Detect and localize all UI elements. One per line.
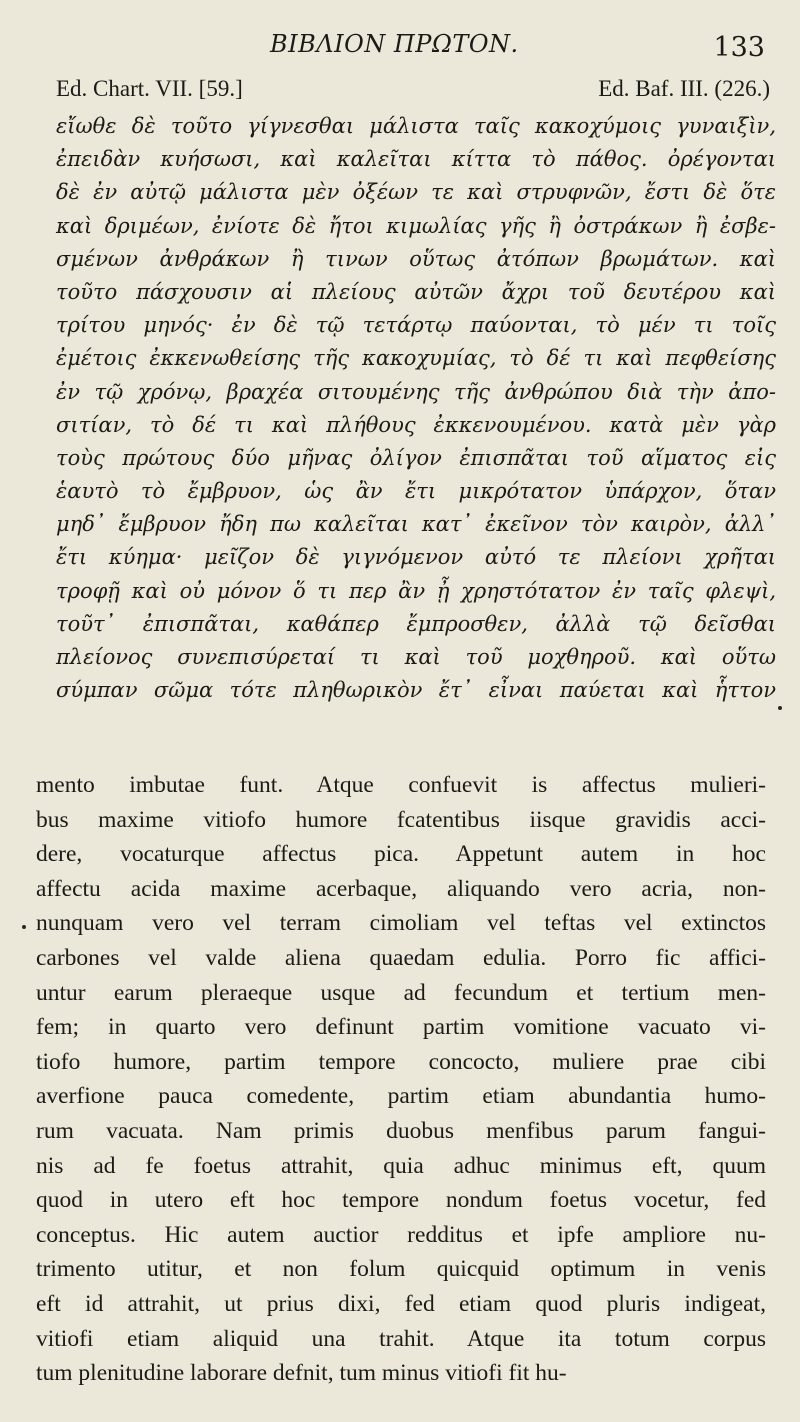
latin-line: quod in utero eft hoc tempore nondum foetus vocetur, fed	[36, 1187, 766, 1214]
greek-text-block	[56, 110, 776, 707]
latin-line: bus maxime vitiofo humore fcatentibus iisque gravidis acci-	[36, 806, 766, 833]
greek-line: τοῦτο πάσχουσιν αἱ πλείους αὐτῶν ἄχρι τοῦ δευτέρου καὶ	[56, 279, 776, 304]
greek-line: σιτίαν, τὸ δέ τι καὶ πλήθους ἐκκενουμένου. κατὰ μὲν γὰρ	[56, 412, 776, 437]
latin-text-block	[36, 768, 766, 1391]
running-head	[0, 22, 800, 62]
latin-line: untur earum pleraeque usque ad fecundum et tertium men-	[36, 979, 766, 1006]
greek-line: εἴωθε δὲ τοῦτο γίγνεσθαι μάλιστα ταῖς κακοχύμοις γυναιξὶν,	[56, 114, 776, 138]
greek-line: ἔτι κύημα· μεῖζον δὲ γιγνόμενον αὐτό τε πλείονι χρῆται	[56, 545, 776, 570]
latin-line: affectu acida maxime acerbaque, aliquando vero acria, non-	[36, 875, 766, 902]
greek-line: τρίτου μηνός· ἐν δὲ τῷ τετάρτῳ παύονται, τὸ μέν τι τοῖς	[56, 313, 776, 338]
greek-line: τοῦτ᾿ ἐπισπᾶται, καθάπερ ἔμπροσθεν, ἀλλὰ τῷ δεῖσθαι	[56, 611, 776, 636]
greek-line: ἑαυτὸ τὸ ἔμβρυον, ὡς ἂν ἔτι μικρότατον ὑπάρχον, ὅταν	[56, 479, 776, 504]
latin-line: fem; in quarto vero definunt partim vomitione vacuato vi-	[36, 1014, 766, 1041]
running-title: ΒΙΒΛΙΟΝ ΠΡΩΤΟΝ.	[270, 30, 519, 58]
greek-line: πλείονος συνεπισύρεταί τι καὶ τοῦ μοχθηροῦ. καὶ οὕτω	[56, 645, 776, 669]
latin-line: trimento utitur, et non folum quicquid optimum in venis	[36, 1256, 766, 1283]
latin-line: averfione pauca comedente, partim etiam abundantia humo-	[36, 1083, 766, 1110]
latin-line: eft id attrahit, ut prius dixi, fed etiam quod pluris indigeat,	[36, 1290, 766, 1317]
greek-line: ἐν τῷ χρόνῳ, βραχέα σιτουμένης τῆς ἀνθρώπου διὰ τὴν ἀπο-	[56, 379, 776, 404]
page-number: 133	[713, 32, 765, 63]
greek-line: ἐπειδὰν κυήσωσι, καὶ καλεῖται κίττα τὸ πάθος. ὀρέγονται	[56, 147, 776, 172]
latin-line: nis ad fe foetus attrahit, quia adhuc minimus eft, quum	[36, 1152, 766, 1179]
latin-line: tiofo humore, partim tempore concocto, muliere prae cibi	[36, 1048, 766, 1075]
greek-line: σύμπαν σῶμα τότε πληθωρικὸν ἔτ᾿ εἶναι παύεται καὶ ἧττον	[56, 678, 776, 703]
latin-line: nunquam vero vel terram cimoliam vel teftas vel extinctos	[36, 910, 766, 937]
latin-line: conceptus. Hic autem auctior redditus et ipfe ampliore nu-	[36, 1221, 766, 1248]
edition-ref-chartier: Ed. Chart. VII. [59.]	[56, 76, 243, 101]
margin-dot	[22, 925, 26, 929]
greek-line: μηδ᾿ ἔμβρυον ἤδη πω καλεῖται κατ᾿ ἐκεῖνον τὸν καιρὸν, ἀλλ᾿	[56, 512, 776, 537]
latin-line: tum plenitudine laborare defnit, tum minus vitiofi fit hu-	[36, 1360, 567, 1387]
edition-references	[56, 76, 770, 110]
greek-line: ἐμέτοις ἐκκενωθείσης τῆς κακοχυμίας, τὸ δέ τι καὶ πεφθείσης	[56, 346, 776, 371]
greek-line: τοὺς πρώτους δύο μῆνας ὀλίγον ἐπισπᾶται τοῦ αἵματος εἰς	[56, 445, 776, 470]
greek-line: τροφῇ καὶ οὐ μόνον ὅ τι περ ἂν ᾖ χρηστότατον ἐν ταῖς φλεψὶ,	[56, 578, 776, 603]
latin-line: carbones vel valde aliena quaedam edulia. Porro fic affici-	[36, 944, 766, 971]
latin-line: dere, vocaturque affectus pica. Appetunt autem in hoc	[36, 841, 766, 868]
latin-line: vitiofi etiam aliquid una trahit. Atque ita totum corpus	[36, 1325, 766, 1352]
latin-line: rum vacuata. Nam primis duobus menfibus parum fangui-	[36, 1117, 766, 1144]
greek-line: καὶ δριμέων, ἐνίοτε δὲ ἤτοι κιμωλίας γῆς ἢ ὀστράκων ἢ ἐσβε-	[56, 213, 776, 238]
margin-dot	[778, 706, 782, 710]
edition-ref-basel: Ed. Baf. III. (226.)	[598, 76, 770, 101]
greek-line: σμένων ἀνθράκων ἢ τινων οὕτως ἀτόπων βρωμάτων. καὶ	[56, 246, 776, 271]
greek-line: δὲ ἐν αὐτῷ μάλιστα μὲν ὀξέων τε καὶ στρυφνῶν, ἔστι δὲ ὅτε	[56, 180, 776, 205]
latin-line: mento imbutae funt. Atque confuevit is affectus mulieri-	[36, 772, 766, 798]
